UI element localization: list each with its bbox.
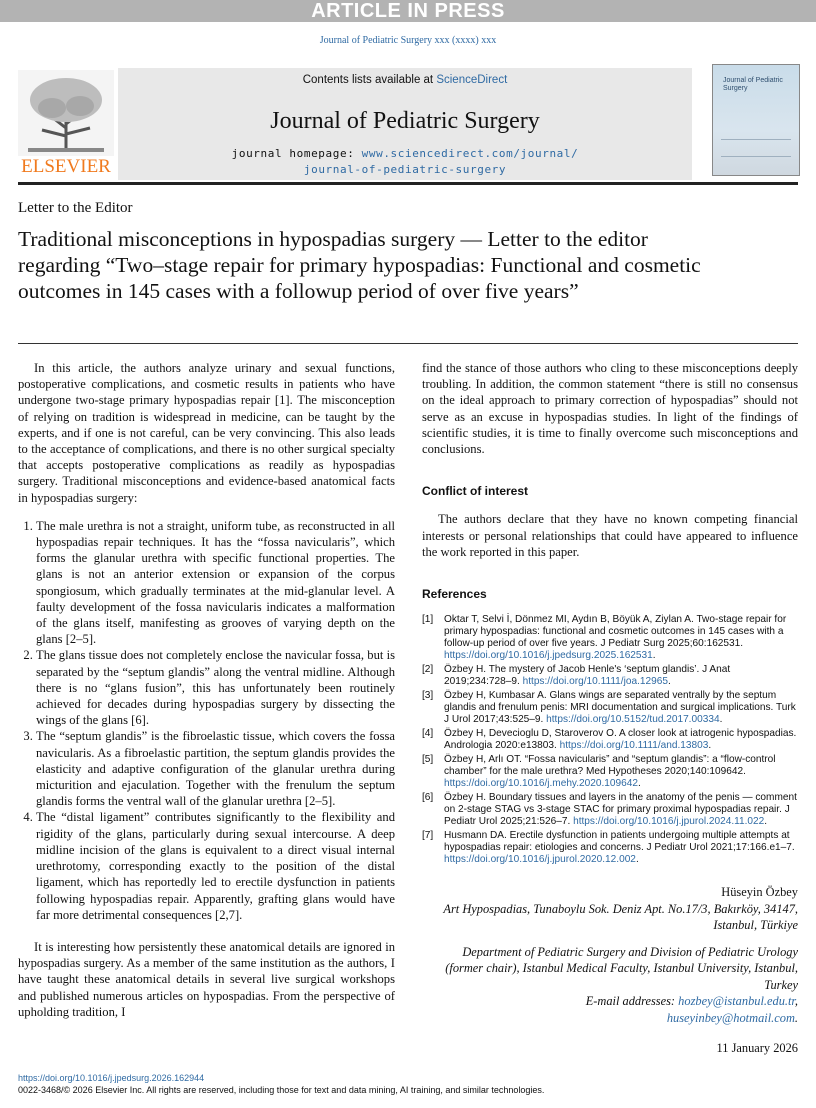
author-emails: E-mail addresses: hozbey@istanbul.edu.tr, huseyinbey@hotmail.com. <box>585 994 798 1025</box>
left-column <box>18 360 395 1020</box>
cover-title: Journal of Pediatric Surgery <box>723 77 783 92</box>
elsevier-logo <box>18 70 114 176</box>
reference-doi-link[interactable]: https://doi.org/10.1016/j.jpedsurg.2025.162531 <box>444 650 653 662</box>
elsevier-wordmark: ELSEVIER <box>21 156 111 176</box>
list-item: 4. The “distal ligament” contributes significantly to the flexibility and rigidity of the glans, particularly during sexual intercourse. A deep midline incision of the glans is equivalent to a direct visual internal urethrotomy, corresponding exactly to the position of the distal ligament, which has reportedly led to erectile dysfunction in patients following hypospadias repair. Apparently, grafting glans would have far more detrimental consequences [2,7]. <box>36 809 395 922</box>
coi-text: The authors declare that they have no known competing financial interests or personal relationships that could have appeared to influence the work reported in this paper. <box>422 512 798 559</box>
contents-line: Contents lists available at ScienceDirect <box>302 74 508 86</box>
continued-paragraph: find the stance of those authors who cling to these misconceptions deeply troubling. In addition, the common statement “there is still no consensus on the ideal approach to primary correction of hypospadias” should not serve as an excuse in hypospadias studies. In light of the findings of scientific studies, it is time to finally overcome such misconceptions and conclusions. <box>422 361 798 457</box>
reference-item: [3] Özbey H, Kumbasar A. Glans wings are separated ventrally by the septum glandis and frenulum penis: MRI documentation and surgical implications. Turk J Urol 2017;43:525–9. https://doi.org/10.5152/tud.2017.00334. <box>422 690 796 726</box>
reference-item: [4] Özbey H, Devecioglu D, Staroverov O. A closer look at iatrogenic hypospadias. Andrologia 2020:e13803. https://doi.org/10.1111/and.13803. <box>422 728 797 752</box>
journal-homepage: journal homepage: www.sciencedirect.com/journal/ journal-of-pediatric-surgery <box>231 147 579 176</box>
list-item: 3. The “septum glandis” is the fibroelastic tissue, which covers the fossa navicularis. As a fibroelastic partition, the septum glandis provides the elasticity and adaptive configuration of the glanular urethra during micturition and ejaculation. Together with the frenulum the septum glandis forms the ventral wall of the glanular urethra [2–5]. <box>36 728 395 809</box>
reference-doi-link[interactable]: https://doi.org/10.1111/and.13803 <box>559 740 709 752</box>
right-column <box>422 360 798 868</box>
sciencedirect-link[interactable]: ScienceDirect <box>436 74 508 86</box>
list-item: 1. The male urethra is not a straight, uniform tube, as reconstructed in all hypospadias repair techniques. It has the “fossa navicularis”, which forms the glanular urethra with specific functional properties. The glans is not an anterior extension or expansion of the corpus spongiosum, which gradually terminates at the mid-glanular level. A faulty development of the fossa navicularis indicates a malformation of the glans itself, manifesting as grooves of varying depth on the glans [2–5]. <box>36 518 395 648</box>
intro-paragraph: In this article, the authors analyze urinary and sexual functions, postoperative complications, and cosmetic results in patients who have undergone two-stage primary hypospadias repair [1]. The misconception of relying on tradition is widespread in medicine, can be taught by the experts, and if one is not careful, can be very convincing. This also leads to the acceptance of complications, and there is no other surgical specialty that accepts postoperative complications as readily as hypospadias surgery. Traditional misconceptions and evidence-based anatomical facts in hypospadias surgery: <box>18 361 395 505</box>
reference-doi-link[interactable]: https://doi.org/10.5152/tud.2017.00334 <box>546 714 720 726</box>
reference-item: [6] Özbey H. Boundary tissues and layers in the anatomy of the penis — comment on 2-stage STAG vs 3-stage STAC for primary proximal hypospadias repair. J Pediatr Urol 2025;21:526–7. https://doi.org/10.1016/j.jpurol.2024.11.022. <box>422 792 797 828</box>
references-list <box>422 614 798 866</box>
closing-paragraph: It is interesting how persistently these anatomical details are ignored in hypospadias surgery. As a member of the same institution as the authors, I have taught these anatomical details in several live surgical workshops and published numerous articles on hypospadias. From the perspective of upholding tradition, I <box>18 939 395 1019</box>
article-doi-link[interactable]: https://doi.org/10.1016/j.jpedsurg.2026.162944 <box>18 1073 205 1083</box>
author-name: Hüseyin Özbey <box>721 885 798 899</box>
reference-doi-link[interactable]: https://doi.org/10.1016/j.mehy.2020.109642 <box>444 778 638 790</box>
journal-reference-link[interactable]: Journal of Pediatric Surgery xxx (xxxx) xxx <box>319 35 497 46</box>
journal-reference[interactable] <box>0 35 816 46</box>
reference-doi-link[interactable]: https://doi.org/10.1016/j.jpurol.2024.11.022 <box>573 816 765 828</box>
author-address: Art Hypospadias, Tunaboylu Sok. Deniz Apt. No.17/3, Bakırköy, 34147, Istanbul, Türkiye <box>443 901 798 932</box>
homepage-link-2[interactable]: journal-of-pediatric-surgery <box>303 163 507 176</box>
author-signature <box>418 884 798 1057</box>
journal-banner <box>118 68 692 180</box>
facts-list <box>18 518 395 923</box>
author-affiliation: Department of Pediatric Surgery and Division of Pediatric Urology (former chair), Istanbul Medical Faculty, Istanbul University, Istanbul, Turkey <box>445 944 798 992</box>
email-link-2[interactable]: huseyinbey@hotmail.com <box>666 1010 795 1025</box>
cover-band <box>721 139 791 157</box>
page-footer <box>18 1072 544 1096</box>
header-divider <box>18 182 798 185</box>
references-heading: References <box>422 587 487 602</box>
coi-heading: Conflict of interest <box>422 484 529 499</box>
email-link-1[interactable]: hozbey@istanbul.edu.tr <box>678 994 795 1008</box>
article-type: Letter to the Editor <box>18 200 133 216</box>
list-item: 2. The glans tissue does not completely enclose the navicular fossa, but is separated by the “septum glandis” along the ventral midline. Although there is no “glans fusion”, this has unfortunately been routinely achieved for decades during hypospadias surgery by dissecting the wings of the glans [6]. <box>36 647 395 728</box>
reference-item: [2] Özbey H. The mystery of Jacob Henle's ‘septum glandis’. J Anat 2019;234:728–9. https://doi.org/10.1111/joa.12965. <box>422 664 731 688</box>
title-divider <box>18 343 798 344</box>
journal-cover-thumbnail <box>712 64 800 176</box>
reference-item: [7] Husmann DA. Erectile dysfunction in patients undergoing multiple attempts at hypospadias repair: etiologies and concerns. J Pediatr Urol 2021;17:166.e1–7. https://doi.org/10.1016/j.jpurol.2020.12.002. <box>422 830 795 866</box>
letter-date: 11 January 2026 <box>716 1041 798 1055</box>
article-title: Traditional misconceptions in hypospadias surgery — Letter to the editor regarding “Two–stage repair for primary hypospadias: Functional and cosmetic outcomes in 145 cases with a followup period of over five years” <box>18 227 701 303</box>
reference-item: [5] Özbey H, Arlı OT. “Fossa navicularis” and “septum glandis”: a “flow-control chamber” for the male urethra? Med Hypotheses 2020;140:109642. https://doi.org/10.1016/j.mehy.2020.109642. <box>422 754 776 790</box>
journal-title: Journal of Pediatric Surgery <box>270 108 540 134</box>
article-in-press-banner: ARTICLE IN PRESS <box>0 0 816 22</box>
reference-doi-link[interactable]: https://doi.org/10.1111/joa.12965 <box>522 676 668 688</box>
reference-doi-link[interactable]: https://doi.org/10.1016/j.jpurol.2020.12.002 <box>444 854 636 866</box>
copyright-notice: 0022-3468/© 2026 Elsevier Inc. All rights are reserved, including those for text and data mining, AI training, and similar technologies. <box>18 1085 545 1095</box>
homepage-link-1[interactable]: www.sciencedirect.com/journal/ <box>361 147 579 160</box>
reference-item: [1] Oktar T, Selvi İ, Dönmez MI, Aydın B, Böyük A, Ziylan A. Two-stage repair for primary hypospadias: functional and cosmetic outcomes in 145 cases with a follow-up period of over five years. J Pediatr Surg 2025;60:162531. https://doi.org/10.1016/j.jpedsurg.2025.162531. <box>422 614 787 662</box>
